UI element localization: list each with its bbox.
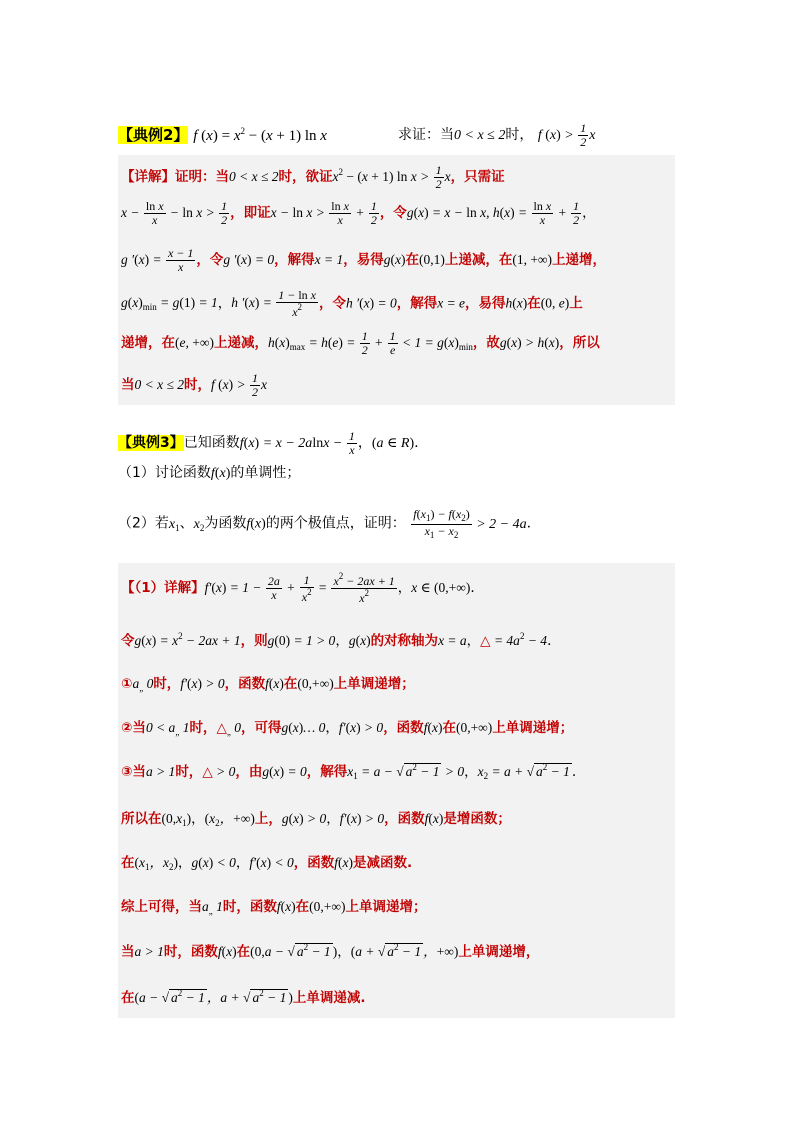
example-3-tag: 【典例3】 [118, 434, 184, 451]
ex3-sol-case-2: ②当$0 < a_„$ 1时，$\triangle_„$ 0，可得g(x)… 0，f′(x) > 0，函数f(x)在(0,+∞)上单调递增； [121, 720, 574, 737]
ex3-sol-case-3: ③当a > 1时，△ > 0，由g(x) = 0，解得$x_1 = a$ − √ $a^2 - 1 > 0$，$x_2 = a$ + √ $a^2 - 1$ . [121, 762, 577, 781]
example-3-title: 【典例3】已知函数f(x) = x − 2alnx − $\frac{1}{x}$ ，(a ∈ R). [118, 429, 419, 458]
ex2-sol-line-4: $g(x)_{min} = g(1) = 1$，h ′(x) = $\frac{\text{1 − ln x}}{x^2}$ ，令h ′(x) = 0，解得x = e，易得h(x)在(0, e)上 [121, 288, 583, 320]
ex3-sol-case-1: $①a_„$ 0时，f′(x) > 0，函数f(x)在(0,+∞)上单调递增； [121, 676, 415, 693]
ex2-sol-line-1: 【详解】证明：当0 < x ≤ 2时，欲证$x^2 - (x + 1)$ ln x > $\frac{1}{2}$ x，只需证 [121, 163, 505, 192]
ex3-sol-result-3: 综上可得，当$a_„$ 1时，函数f(x)在(0,+∞)上单调递增； [121, 899, 427, 916]
ex2-sol-line-2: x − $\frac{\text{ln x}}{x}$ − ln x > $\frac{1}{2}$ ，即证x − ln x > $\frac{\text{ln x}}{x}$ + $\frac{1}{2}$ ，令g(x) = x − ln x, h(x) = $\frac{\text{ln x}}{x}$ + $\frac{1}{2}$ ， [121, 199, 596, 228]
example-2-solution-box [118, 155, 675, 405]
example-2-title [118, 124, 327, 145]
ex3-sol-result-1: 所以在$(0,x_1)$，($x_2$，+∞)上，g(x) > 0，f′(x) > 0，函数f(x)是增函数； [121, 811, 511, 828]
ex3-sol-result-4: 当a > 1时，函数f(x)在(0,a − √ $a^2 - 1$ )，(a + √ $a^2 - 1$ ，+∞)上单调递增， [121, 942, 540, 960]
ex3-question-1: （1）讨论函数f(x)的单调性； [118, 465, 301, 481]
ex3-question-2: （2）若$x_1$、$x_2$为函数f(x)的两个极值点，证明： $\frac{f(x_1) - f(x_2)}{x_1 - x_2}$ > 2 − 4a. [118, 507, 532, 540]
ex3-sol-result-2: 在($x_1$，$x_2$)，g(x) < 0，f′(x) < 0，函数f(x)是减函数. [121, 855, 413, 872]
ex3-sol-result-5: 在(a − √ $a^2 - 1$ ，a + √ $a^2 - 1$ )上单调递减. [121, 988, 366, 1006]
ex2-sol-line-3: g ′(x) = $\frac{x - 1}{x}$ ，令g ′(x) = 0，解得x = 1，易得g(x)在(0,1)上递减，在(1, +∞)上递增， [121, 246, 607, 275]
example-2-function: f $(x) = x^2 - (x + 1)$ ln x [193, 126, 327, 144]
example-2-tag: 【典例2】 [118, 126, 189, 144]
ex2-sol-line-5: 递增，在(e, +∞)上递减，$h(x)_{max} = h(e)$ = $\frac{1}{2}$ + $\frac{1}{e}$ < $1 = g(x)_{min}$，故g(x) > h(x)，所以 [121, 329, 600, 358]
ex3-sol-line-2: 令$g(x) = x^2 - 2ax + 1$，则g(0) = 1 > 0，g(x)的对称轴为x = a，△ = $4a^2 - 4$. [121, 631, 552, 649]
ex3-sol-line-1: 【（1）详解】f′(x) = 1 − $\frac{2a}{x}$ + $\frac{1}{x^2}$ = $\frac{x^2 - 2ax + 1}{x^2}$ ，x ∈ (0,+∞). [121, 571, 475, 606]
example-2-claim: 求证：当0 < x ≤ 2时， f (x) > $\frac{1}{2}$ x [398, 121, 596, 150]
ex2-sol-line-6: 当0 < x ≤ 2时，f (x) > $\frac{1}{2}$ x [121, 371, 268, 400]
